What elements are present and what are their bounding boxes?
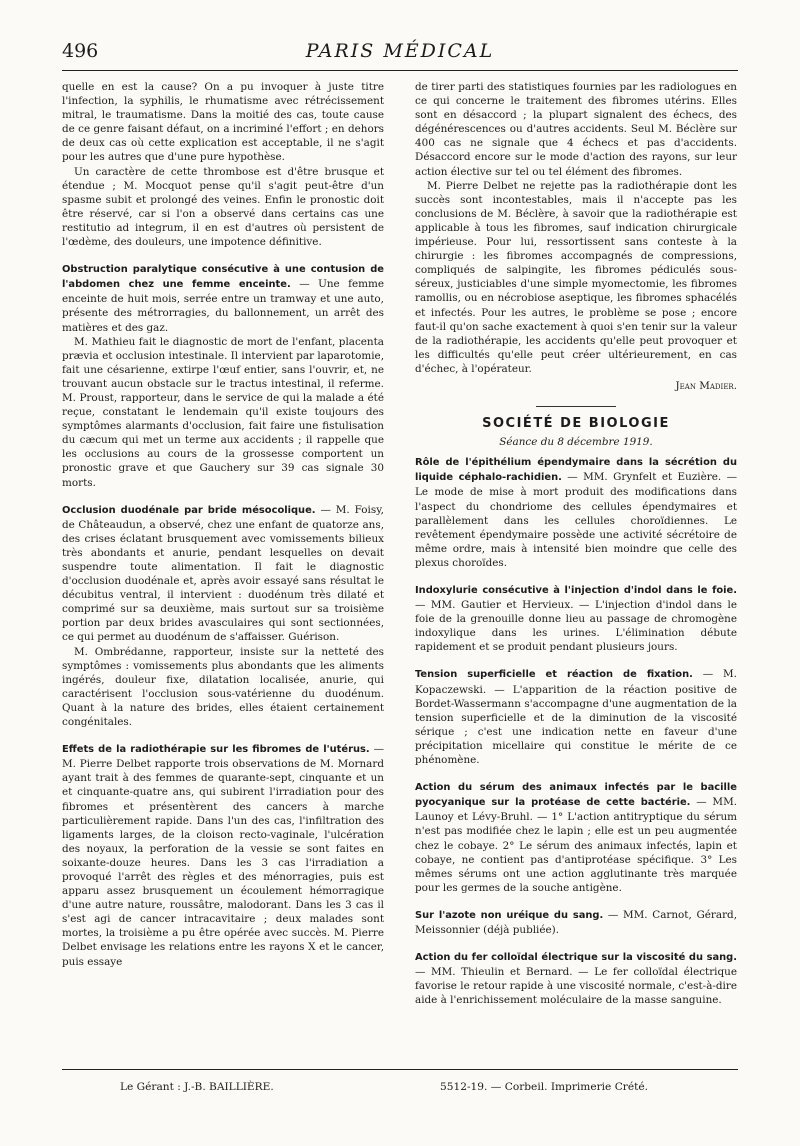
item-text: — MM. Gautier et Hervieux. — L'injection d'indol dans le foie de la grenouille donne lieu au passage de chromogène indoxylique dans les urines. L'élimination débute rapidement et se produit pendant plusieurs jours. xyxy=(415,599,737,654)
section-obstruction xyxy=(62,262,384,334)
section-title: Effets de la radiothérapie sur les fibromes de l'utérus. xyxy=(62,744,370,756)
section-text: — Une femme enceinte de huit mois, serrée entre un tramway et une auto, présente des métrorragies, du ballonnement, un arrêt des matières et des gaz. xyxy=(62,278,385,334)
item-text: — M. Kopaczewski. — L'apparition de la réaction positive de Bordet-Wassermann s'accompagne d'une augmentation de la tension superficielle et de la diminution de la viscosité sérique ; c'est une indication nette en faveur d'une précipitation micellaire qui constitue le mérite de ce phénomène. xyxy=(415,668,737,767)
section-occlusion xyxy=(62,503,384,645)
left-column xyxy=(62,80,384,969)
item-title: Action du fer colloïdal électrique sur la viscosité du sang. xyxy=(415,952,737,964)
printer-line: 5512-19. — Corbeil. Imprimerie Crété. xyxy=(440,1081,649,1093)
item-fer-colloidal xyxy=(415,950,737,1007)
society-heading: SOCIÉTÉ DE BIOLOGIE xyxy=(482,416,670,432)
gerant-line: Le Gérant : J.-B. BAILLIÈRE. xyxy=(120,1081,274,1093)
divider xyxy=(536,406,616,407)
paragraph: quelle en est la cause? On a pu invoquer à juste titre l'infection, la syphilis, le rhumatisme avec rétrécissement mitral, le traumatisme. Dans la moitié des cas, toute cause de ce genre faisant défaut, on a incriminé l'effort ; en dehors de deux cas où cette explication est acceptable, il ne s'agit pour les autres que d'une pure hypothèse. xyxy=(62,81,384,164)
item-serum xyxy=(415,780,737,895)
section-text: — M. Foisy, de Châteaudun, a observé, chez une enfant de quatorze ans, des crises éclatant brusquement avec vomissements bilieux très abondants et anurie, pendant lesquelles on devait suspendre toute alimentation. Il fait le diagnostic d'occlusion duodénale et, après avoir essayé sans résultat le décubitus ventral, il intervient : duodénum très dilaté et comprimé sur sa deuxième, mais surtout sur sa troisième portion par deux brides avasculaires qui sont sectionnées, ce qui permet au duodénum de s'affaisser. Guérison. xyxy=(62,503,384,644)
item-indoxylurie xyxy=(415,583,737,654)
paragraph: de tirer parti des statistiques fournies par les radiologues en ce qui concerne le traitement des fibromes utérins. Elles sont en désaccord ; la plupart signalent des échecs, des dégénérescences ou d'autres accidents. Seul M. Béclère sur 400 cas ne signale que 4 échecs et pas d'accidents. Désaccord encore sur le mode d'action des rayons, sur leur action élective sur tel ou tel élément des fibromes. xyxy=(415,81,737,178)
seance-date: Séance du 8 décembre 1919. xyxy=(499,436,653,449)
item-azote xyxy=(415,908,737,937)
section-radiotherapie xyxy=(62,742,384,969)
item-title: Sur l'azote non uréique du sang. xyxy=(415,909,604,921)
paragraph: M. Ombrédanne, rapporteur, insiste sur la netteté des symptômes : vomissements plus abondants que les aliments ingérés, douleur fixe, dilatation localisée, anurie, qui caractérisent l'occlusion sous-vatérienne du duodénum. Quant à la nature des brides, elles étaient certainement congénitales. xyxy=(62,645,384,729)
running-title: PARIS MÉDICAL xyxy=(305,40,495,62)
item-title: Rôle de l'épithélium épendymaire dans la sécrétion du liquide céphalo-rachidien. xyxy=(415,457,737,484)
right-column xyxy=(415,80,737,1007)
paragraph: Un caractère de cette thrombose est d'être brusque et étendue ; M. Mocquot pense qu'il s'agit peut-être d'un spasme subit et prolongé des veines. Enfin le pronostic doit être réservé, car si l'on a observé dans certains cas une restitutio ad integrum, il en est d'autres où persistent de l'œdème, des douleurs, une impotence définitive. xyxy=(62,165,384,249)
item-text: — MM. Launoy et Lévy-Bruhl. — 1° L'action antitryptique du sérum n'est pas modifiée chez le lapin ; elle est un peu augmentée chez le cobaye. 2° Le sérum des animaux infectés, lapin et cobaye, ne contient pas d'antiprotéase spécifique. 3° Les mêmes sérums ont une action agglutinante très marquée pour les germes de la souche antigène. xyxy=(415,796,738,894)
item-title: Tension superficielle et réaction de fixation. xyxy=(415,669,693,681)
item-title: Indoxylurie consécutive à l'injection d'indol dans le foie. xyxy=(415,585,737,596)
page-header xyxy=(62,40,738,71)
item-title: Action du sérum des animaux infectés par le bacille pyocyanique sur la protéase de cette bactérie. xyxy=(415,782,737,809)
page-number: 496 xyxy=(62,40,99,62)
section-text: — M. Pierre Delbet rapporte trois observations de M. Mornard ayant trait à des femmes de quarante-sept, cinquante et un et cinquante-quatre ans, qui subirent l'irradiation pour des fibromes et présentèrent des cancers à marche particulièrement rapide. Dans l'un des cas, l'infiltration des ligaments larges, de la cloison recto-vaginale, l'ulcération des noyaux, la perforation de la vessie se sont faites en soixante-douze heures. Dans les 3 cas l'irradiation a provoqué l'arrêt des règles et des ménorragies, puis est apparu assez brusquement un écoulement hémorragique d'une autre nature, roussâtre, malodorant. Dans les 3 cas il s'est agi de cancer intracavitaire ; deux malades sont mortes, la troisième a pu être opérée avec succès. M. Pierre Delbet envisage les relations entre les rayons X et le cancer, puis essaye xyxy=(62,743,384,968)
section-title: Occlusion duodénale par bride mésocolique. xyxy=(62,504,316,516)
page-footer xyxy=(62,1069,738,1100)
author-signature: Jean Madier. xyxy=(675,379,737,392)
item-text: — MM. Grynfelt et Euzière. — Le mode de mise à mort produit des modifications dans l'aspect du chondriome des cellules épendymaires et parallèlement dans les cellules choroïdiennes. Le revêtement épendymaire possède une activité sécrétoire de même ordre, mais à intensité bien moindre que celle des plexus choroïdes. xyxy=(415,471,737,569)
item-text: — MM. Thieulin et Bernard. — Le fer colloïdal électrique favorise le retour rapide à une viscosité normale, c'est-à-dire aide à l'enrichissement moléculaire de la masse sanguine. xyxy=(415,966,737,1007)
item-text: — MM. Carnot, Gérard, Meissonnier (déjà publiée). xyxy=(415,908,737,936)
section-title: Obstruction paralytique consécutive à une contusion de l'abdomen chez une femme enceinte. xyxy=(62,264,384,291)
paragraph: M. Mathieu fait le diagnostic de mort de l'enfant, placenta prævia et occlusion intestinale. Il intervient par laparotomie, fait une césarienne, extirpe l'œuf entier, sans l'ouvrir, et, ne trouvant aucun obstacle sur le tractus intestinal, il referme. M. Proust, rapporteur, dans le service de qui la malade a été reçue, constatant le lendemain qu'il existe toujours des symptômes alarmants d'occlusion, fait faire une fistulisation du cæcum qui met un terme aux accidents ; il rappelle que les occlusions au cours de la grossesse comportent un pronostic grave et que Gauchery sur 39 cas signale 30 morts. xyxy=(62,335,384,489)
item-tension xyxy=(415,667,737,767)
item-epithelium xyxy=(415,455,737,570)
paragraph: M. Pierre Delbet ne rejette pas la radiothérapie dont les succès sont incontestables, mais il n'accepte pas les conclusions de M. Béclère, à savoir que la radiothérapie est applicable à tous les fibromes, sauf indication chirurgicale impérieuse. Pour lui, ressortissent sans conteste à la chirurgie : les fibromes accompagnés de compressions, compliqués de salpingite, les fibromes pédiculés sous-séreux, justiciables d'une simple myomectomie, les fibromes ramollis, ou en nécrobiose aseptique, les fibromes sphacélés et infectés. Pour les autres, le problème se pose ; encore faut-il qu'on sache exactement à quoi s'en tenir sur la valeur de la radiothérapie, les accidents qu'elle peut provoquer et les difficultés qu'elle peut créer ultérieurement, en cas d'échec, à l'opérateur. xyxy=(415,179,737,375)
